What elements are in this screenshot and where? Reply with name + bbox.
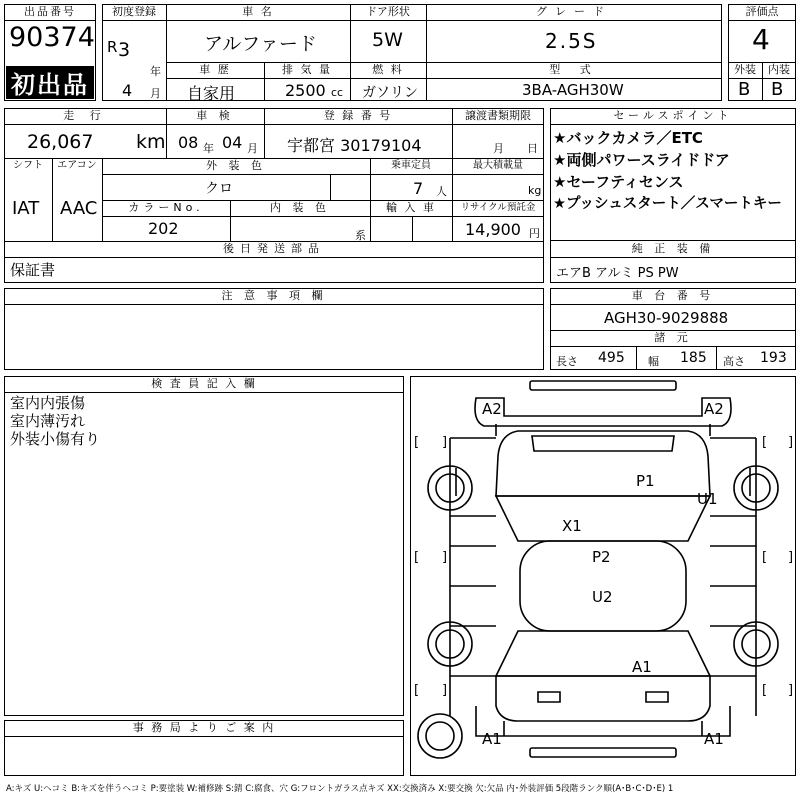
- first-reg-month: 4: [122, 81, 133, 100]
- mark-roof-rear: U2: [592, 588, 613, 606]
- ac-label: エアコン: [57, 160, 97, 171]
- sales-point-item: ★両側パワースライドドア: [553, 151, 730, 169]
- mark-roof: P2: [592, 548, 611, 566]
- exterior-grade: B: [738, 79, 751, 100]
- car-diagram: [410, 376, 796, 776]
- mark-rear-glass: A1: [632, 658, 652, 676]
- sales-points-label: セールスポイント: [613, 109, 733, 122]
- interior-grade: B: [771, 79, 784, 100]
- svg-text:[: [: [762, 435, 768, 450]
- notes-label: 注 意 事 項 欄: [221, 289, 327, 302]
- history-label: 車 歴: [199, 63, 231, 76]
- first-reg-year: 3: [118, 39, 131, 61]
- recycle-label: リサイクル預託金: [460, 202, 536, 213]
- legend: A:キズ U:ヘコミ B:キズを伴うヘコミ P:要塗装 W:補修跡 S:錆 C:腐食、穴 G:フロントガラス点キズ XX:交換済み X:要交換 欠:欠品 内･外装評価 5段階ランク順(A･B･C･D･E) 1: [6, 784, 674, 794]
- score-label: 評価点: [745, 5, 779, 18]
- displacement-unit: cc: [331, 86, 344, 99]
- interior-color-label: 内 装 色: [270, 201, 330, 214]
- inspection-label: 車 検: [196, 109, 234, 122]
- mileage-label: 走 行: [63, 109, 107, 122]
- transfer-month-unit: 月: [493, 142, 504, 155]
- door-label: ドア形状: [366, 5, 410, 18]
- capacity-label: 乗車定員: [391, 160, 431, 171]
- inspection-year-unit: 年: [203, 142, 214, 155]
- shift: IAT: [12, 198, 40, 219]
- inspection-year: 08: [178, 133, 199, 152]
- mark-windshield: X1: [562, 517, 582, 535]
- fuel: ガソリン: [362, 85, 418, 101]
- svg-text:[: [: [414, 550, 420, 565]
- recycle-fee: 14,900: [465, 220, 521, 239]
- color-number: 202: [148, 219, 179, 238]
- inspector-note: 外装小傷有り: [10, 430, 101, 448]
- inspection-month-unit: 月: [247, 142, 258, 155]
- later-parts-label: 後日発送部品: [223, 242, 325, 255]
- later-parts-box: [4, 257, 544, 283]
- grade-label: グレード: [536, 5, 612, 18]
- svg-text:[: [: [414, 435, 420, 450]
- first-reg-label: 初度登録: [112, 5, 156, 18]
- height: 193: [760, 350, 787, 366]
- mark-front-left: A2: [482, 400, 502, 418]
- car-name: アルファード: [204, 33, 317, 55]
- equipment: エアB アルミ PS PW: [556, 266, 679, 281]
- specs-label: 諸 元: [654, 331, 692, 344]
- shift-label: シフト: [13, 160, 43, 171]
- mark-rear-right: A1: [704, 730, 724, 748]
- length-label: 長さ: [556, 355, 578, 368]
- width-label: 幅: [648, 355, 659, 368]
- exterior-color-label: 外 装 色: [206, 159, 266, 172]
- office-label: 事 務 局 よ り ご 案 内: [132, 721, 276, 734]
- length: 495: [598, 350, 625, 366]
- registration-label: 登 録 番 号: [323, 109, 393, 122]
- svg-text:]: ]: [788, 683, 794, 698]
- chassis-label: 車 台 番 号: [631, 289, 715, 302]
- fuel-label: 燃 料: [372, 63, 404, 76]
- registration-number: 宇都宮 30179104: [287, 136, 422, 155]
- mark-right-front: U1: [697, 490, 718, 508]
- svg-text:]: ]: [788, 550, 794, 565]
- max-load-label: 最大積載量: [473, 160, 523, 171]
- air-conditioner: AAC: [60, 198, 98, 219]
- interior-grade-label: 内装: [768, 63, 790, 76]
- mileage-unit: km: [136, 131, 166, 153]
- equipment-label: 純 正 装 備: [631, 242, 715, 255]
- model-code: 3BA-AGH30W: [522, 81, 624, 99]
- sales-point-item: ★プッシュスタート／スマートキー: [553, 196, 782, 212]
- score: 4: [752, 23, 770, 56]
- height-label: 高さ: [723, 355, 745, 368]
- displacement-label: 排 気 量: [282, 63, 332, 76]
- max-load-unit: kg: [528, 184, 542, 197]
- chassis-number: AGH30-9029888: [604, 309, 729, 327]
- inspection-month: 04: [222, 133, 243, 152]
- svg-text:]: ]: [442, 435, 448, 450]
- door-type: 5W: [372, 29, 403, 51]
- mark-hood: P1: [636, 472, 655, 490]
- transfer-day-unit: 日: [527, 142, 538, 155]
- inspector-note: 室内内張傷: [10, 394, 86, 412]
- model-label: 型 式: [549, 63, 599, 76]
- svg-text:[: [: [762, 683, 768, 698]
- mark-front-right: A2: [704, 400, 724, 418]
- capacity: 7: [413, 179, 424, 198]
- first-reg-era: R: [107, 38, 118, 56]
- grade: 2.5S: [545, 29, 598, 53]
- import-label: 輸 入 車: [386, 201, 436, 214]
- later-parts: 保証書: [10, 261, 56, 279]
- exterior-color: クロ: [205, 181, 233, 197]
- svg-text:]: ]: [788, 435, 794, 450]
- exterior-grade-label: 外装: [734, 63, 756, 76]
- svg-text:]: ]: [442, 550, 448, 565]
- capacity-unit: 人: [436, 185, 447, 198]
- displacement: 2500: [285, 81, 326, 100]
- lot-number: 90374: [9, 22, 95, 53]
- recycle-unit: 円: [529, 227, 540, 240]
- svg-text:[: [: [414, 683, 420, 698]
- lot-number-label: 出品番号: [24, 5, 76, 18]
- transfer-label: 譲渡書類期限: [465, 109, 531, 122]
- first-reg-year-unit: 年: [150, 65, 161, 78]
- color-no-label: カラーNo.: [128, 201, 204, 214]
- svg-text:[: [: [762, 550, 768, 565]
- sales-point-item: ★セーフティセンス: [553, 173, 684, 191]
- inspector-label: 検 査 員 記 入 欄: [151, 377, 257, 390]
- width: 185: [680, 350, 707, 366]
- svg-text:]: ]: [442, 683, 448, 698]
- mark-rear-left: A1: [482, 730, 502, 748]
- history: 自家用: [187, 84, 236, 103]
- sales-point-item: ★バックカメラ／ETC: [553, 129, 703, 147]
- first-listing-badge: 初出品: [6, 66, 94, 99]
- first-reg-month-unit: 月: [150, 87, 161, 100]
- interior-color-suffix: 系: [355, 229, 366, 242]
- inspector-note: 室内薄汚れ: [10, 412, 86, 430]
- car-name-label: 車 名: [242, 5, 274, 18]
- mileage: 26,067: [27, 131, 94, 153]
